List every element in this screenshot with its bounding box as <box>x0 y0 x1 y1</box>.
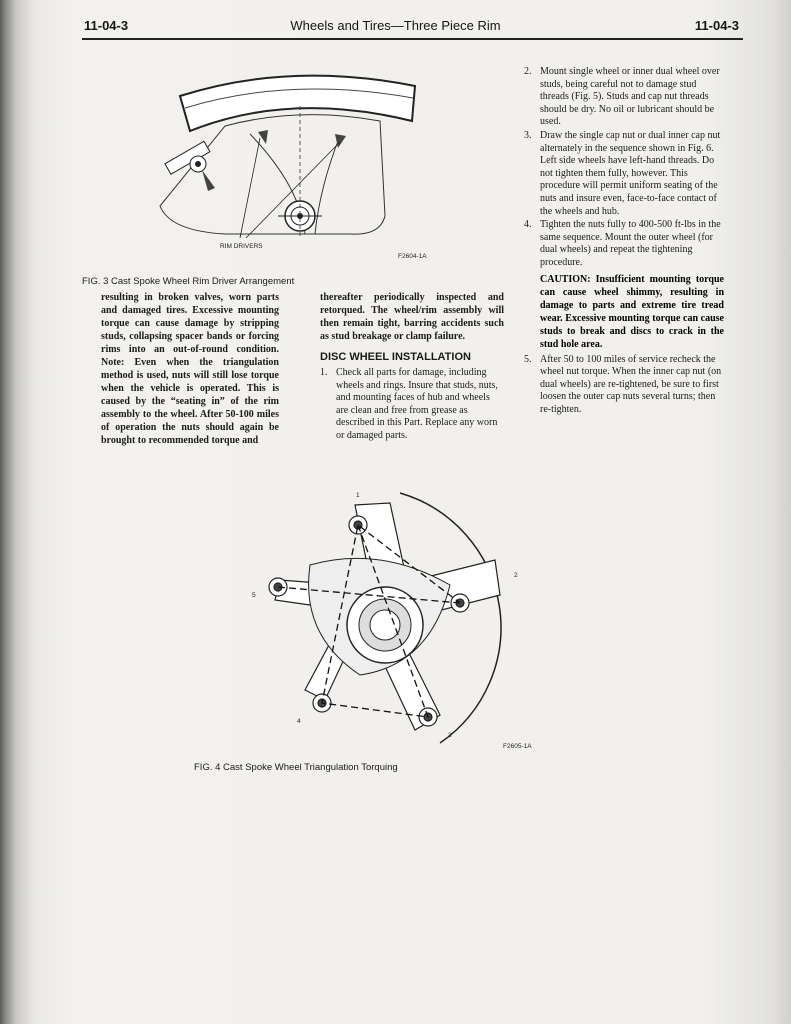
left-column-text: resulting in broken valves, worn parts and damaged tires. Excessive mounting torque can cause damage by stripping studs, collapsing spacer bands or forcing rims into an out-of-round condition. Note: Even when the triangulation method is used, nuts will still lose torque when the vehicle is operated. This is caused by the “seating in” of the rim assembly to the wheel. After 50-100 miles of operation the nuts should again be brought to recommended torque and <box>101 292 279 446</box>
page-number-left: 11-04-3 <box>84 18 129 33</box>
step-item <box>524 66 724 129</box>
section-heading: DISC WHEEL INSTALLATION <box>320 351 471 363</box>
step-item <box>320 367 504 443</box>
step-text: Tighten the nuts fully to 400-500 ft-lbs in the same sequence. Mount the outer wheel (for dual wheels) and repeat the tightening procedure. <box>540 219 721 268</box>
steps-list-part-1 <box>320 367 504 443</box>
caution-note: CAUTION: Insufficient mounting torque can cause wheel shimmy, resulting in damage to parts and extreme tire tread wear. Excessive mounting torque can cause studs to break and discs to crack in the stud hole area. <box>540 273 724 350</box>
page-title: Wheels and Tires—Three Piece Rim <box>290 18 501 33</box>
nut-label-3: 3 <box>448 732 452 739</box>
rim-drivers-label: RIM DRIVERS <box>220 243 263 250</box>
wheel-hub-disc <box>160 115 385 235</box>
header-rule <box>82 38 743 40</box>
leader-line <box>240 138 260 238</box>
spoke-outline <box>315 136 340 234</box>
figure-3-caption: FIG. 3 Cast Spoke Wheel Rim Driver Arrangement <box>82 276 295 287</box>
step-text: Check all parts for damage, including wheels and rings. Insure that studs, nuts, and mounting faces of hub and wheels are clean and free from grease as described in this Part. Replace any worn or damaged parts. <box>336 367 498 441</box>
middle-column <box>320 291 504 443</box>
steps-list-part-2 <box>524 66 724 270</box>
step-item <box>524 130 724 218</box>
step-number: 3. <box>524 129 532 141</box>
page-number-right: 11-04-3 <box>694 18 739 33</box>
figure-4-id: F2605-1A <box>503 743 532 750</box>
nut-label-2: 2 <box>514 572 518 579</box>
right-column <box>524 66 724 417</box>
middle-column-text: thereafter periodically inspected and retorqued. The wheel/rim assembly will then remain tight, barring accidents such as stud breakage or clamp failure. <box>320 292 504 342</box>
figure-4-caption: FIG. 4 Cast Spoke Wheel Triangulation Torquing <box>194 762 398 773</box>
nut-label-1: 1 <box>356 492 360 499</box>
nut-label-5: 5 <box>252 592 256 599</box>
steps-list-part-3 <box>524 354 724 417</box>
step-number: 5. <box>524 353 532 365</box>
figure-3-id: F2604-1A <box>398 253 427 260</box>
step-text: Draw the single cap nut or dual inner cap nut alternately in the sequence shown in Fig. 6. Left side wheels have left-hand threads. Do not tighten them fully, however. This procedure will permit uniform seating of the nuts and insure even, face-to-face contact of the wheels and hub. <box>540 129 721 217</box>
step-item <box>524 354 724 417</box>
step-text: Mount single wheel or inner dual wheel over studs, being careful not to damage stud threads (Fig. 5). Studs and cap nut threads should be dry. No oil or lubricant should be used. <box>540 66 720 128</box>
valve-clamp-assembly <box>165 141 215 191</box>
step-number: 2. <box>524 66 532 77</box>
step-item <box>524 219 724 269</box>
nut-label-4: 4 <box>297 718 301 725</box>
step-number: 4. <box>524 219 532 231</box>
figure-4-triangulation-illustration <box>250 485 550 755</box>
step-number: 1. <box>320 367 328 378</box>
figure-3-rim-driver-illustration <box>150 66 430 266</box>
step-text: After 50 to 100 miles of service recheck the wheel nut torque. When the inner cap nut (on dual wheels) are re-tightened, be sure to first loosen the outer cap nuts several turns; then re-tighten. <box>540 353 722 415</box>
